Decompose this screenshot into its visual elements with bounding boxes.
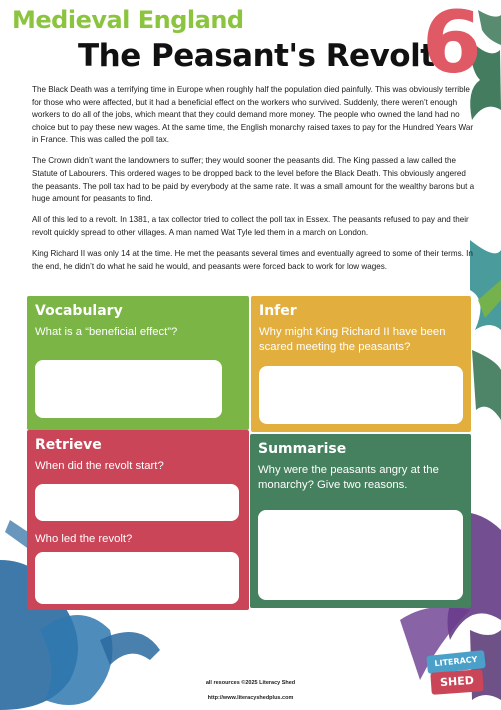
summarise-answer-box[interactable] <box>258 510 463 600</box>
summarise-question: Why were the peasants angry at the monarchy? Give two reasons. <box>258 464 439 491</box>
vocabulary-card <box>27 296 249 430</box>
paragraph-2: The Crown didn’t want the landowners to suffer; they would sooner the peasants did. The King passed a law called the Statute of Labourers. This ordered wages to be dropped back to the level before the Black Death. This obviously angered the peasants. The poll tax had to be paid by everybody at the same rate. It was a small amount for the wealthy barons but a huge amount for peasants to find. <box>32 156 475 204</box>
vocabulary-answer-box[interactable] <box>35 360 222 418</box>
paragraph-4: King Richard II was only 14 at the time. He met the peasants several times and eventually agreed to some of their terms. In the end, he didn’t do what he said he would, and peasants were forced back to work for low wages. <box>32 249 473 271</box>
retrieve-answer-box-1[interactable] <box>35 484 239 521</box>
vocabulary-heading: Vocabulary <box>35 303 123 319</box>
logo-line-1: LITERACY <box>426 650 486 674</box>
retrieve-question-2: Who led the revolt? <box>35 533 133 545</box>
literacy-shed-logo <box>423 647 489 699</box>
lesson-number: 6 <box>422 0 482 93</box>
vocabulary-question: What is a “beneficial effect”? <box>35 326 178 338</box>
retrieve-question-1: When did the revolt start? <box>35 460 164 472</box>
series-title: Medieval England <box>12 6 244 34</box>
paragraph-3: All of this led to a revolt. In 1381, a tax collector tried to collect the poll tax in Essex. The peasants refused to pay and their revolt quickly spread to other villages. A man named Wat Tyle led them in a march on London. <box>32 215 469 237</box>
logo-line-2: SHED <box>430 669 483 695</box>
retrieve-heading: Retrieve <box>35 437 102 453</box>
retrieve-card <box>27 430 249 610</box>
infer-answer-box[interactable] <box>259 366 463 424</box>
summarise-card <box>250 434 471 608</box>
reading-passage <box>32 84 477 282</box>
retrieve-answer-box-2[interactable] <box>35 552 239 604</box>
footer-copyright: all resources ©2025 Literacy Shed <box>205 680 296 686</box>
infer-heading: Infer <box>259 303 297 319</box>
page-title: The Peasant's Revolt <box>78 38 435 74</box>
summarise-heading: Summarise <box>258 441 347 457</box>
paragraph-1: The Black Death was a terrifying time in Europe when roughly half the population died painfully. This was obviously terrible for those who were affected, but it had a beneficial effect on the workers who survived. Suddenly, there weren’t enough workers to do all of the jobs, which meant that they could demand more money. The people who owned the land had no choice but to pay these new wages. At the same time, the English monarchy raised taxes to pay for the Hundred Years War in France. This was called the poll tax. <box>32 85 474 145</box>
infer-question: Why might King Richard II have been scared meeting the peasants? <box>259 326 446 353</box>
infer-card <box>251 296 471 432</box>
footer-url: http://www.literacyshedplus.com <box>207 695 294 701</box>
